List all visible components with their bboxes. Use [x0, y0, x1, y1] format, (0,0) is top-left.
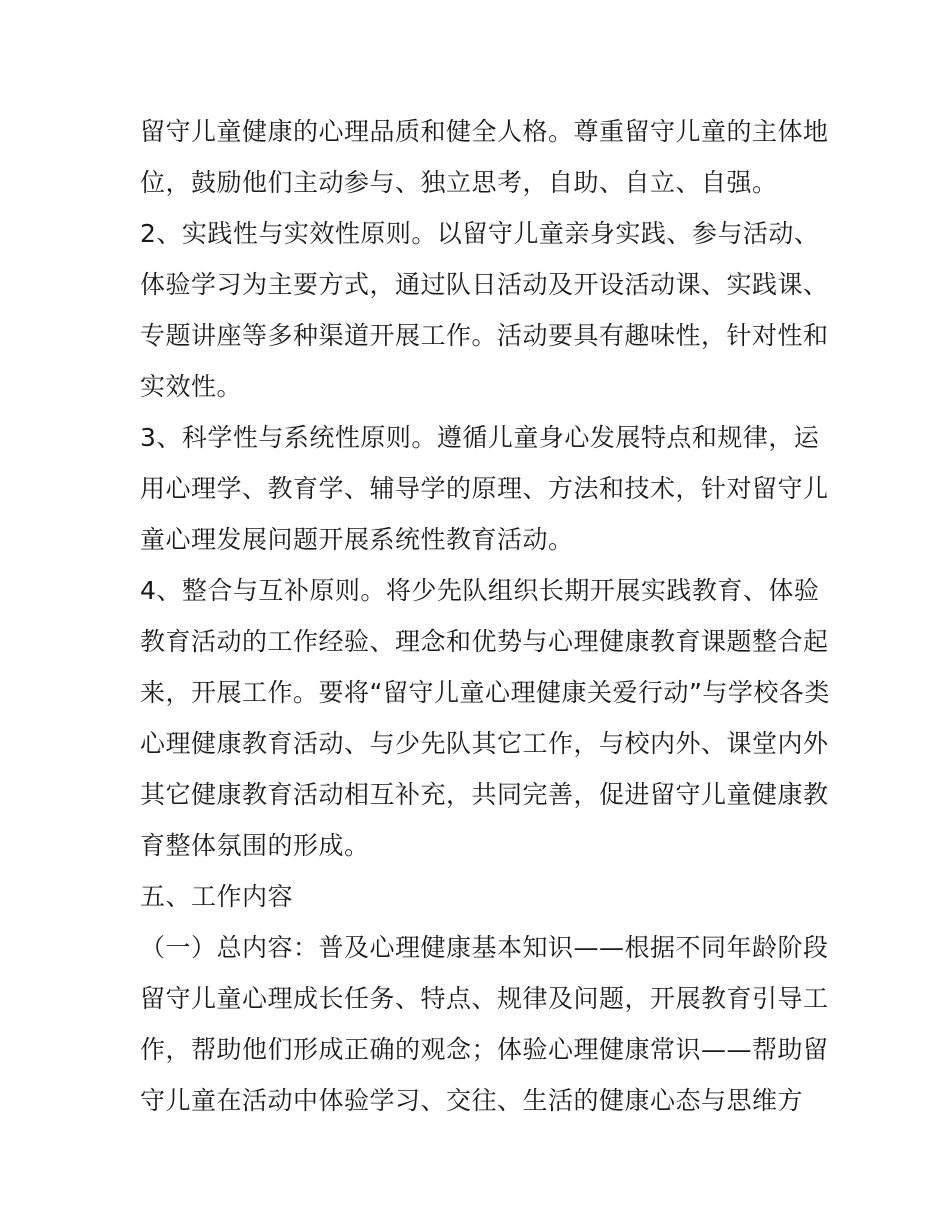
- text-line: 守儿童在活动中体验学习、交往、生活的健康心态与思维方: [140, 1086, 804, 1115]
- text-line: 2、实践性与实效性原则。以留守儿童亲身实践、参与活动、: [140, 219, 820, 248]
- document-body: [140, 106, 830, 1126]
- text-line: 其它健康教育活动相互补充，共同完善，促进留守儿童健康教: [140, 780, 829, 809]
- text-line: 教育活动的工作经验、理念和优势与心理健康教育课题整合起: [140, 627, 829, 656]
- text-line: 实效性。: [140, 372, 243, 401]
- text-line: 来，开展工作。要将“留守儿童心理健康关爱行动”与学校各类: [140, 678, 830, 707]
- text-line: 心理健康教育活动、与少先队其它工作，与校内外、课堂内外: [140, 729, 829, 758]
- text-line: 3、科学性与系统性原则。遵循儿童身心发展特点和规律，运: [140, 423, 820, 452]
- text-line: 童心理发展问题开展系统性教育活动。: [140, 525, 574, 554]
- text-line: 用心理学、教育学、辅导学的原理、方法和技术，针对留守儿: [140, 474, 829, 503]
- text-line: 育整体氛围的形成。: [140, 831, 370, 860]
- text-line: （一）总内容：普及心理健康基本知识——根据不同年龄阶段: [140, 933, 829, 962]
- text-line: 体验学习为主要方式，通过队日活动及开设活动课、实践课、: [140, 270, 829, 299]
- text-line: 专题讲座等多种渠道开展工作。活动要具有趣味性，针对性和: [140, 321, 829, 350]
- text-line: 4、整合与互补原则。将少先队组织长期开展实践教育、体验: [140, 576, 820, 605]
- text-line: 留守儿童心理成长任务、特点、规律及问题，开展教育引导工: [140, 984, 829, 1013]
- text-line: 位，鼓励他们主动参与、独立思考，自助、自立、自强。: [140, 168, 778, 197]
- section-heading: 五、工作内容: [140, 882, 294, 911]
- text-line: 作，帮助他们形成正确的观念；体验心理健康常识——帮助留: [140, 1035, 829, 1064]
- text-line: 留守儿童健康的心理品质和健全人格。尊重留守儿童的主体地: [140, 117, 829, 146]
